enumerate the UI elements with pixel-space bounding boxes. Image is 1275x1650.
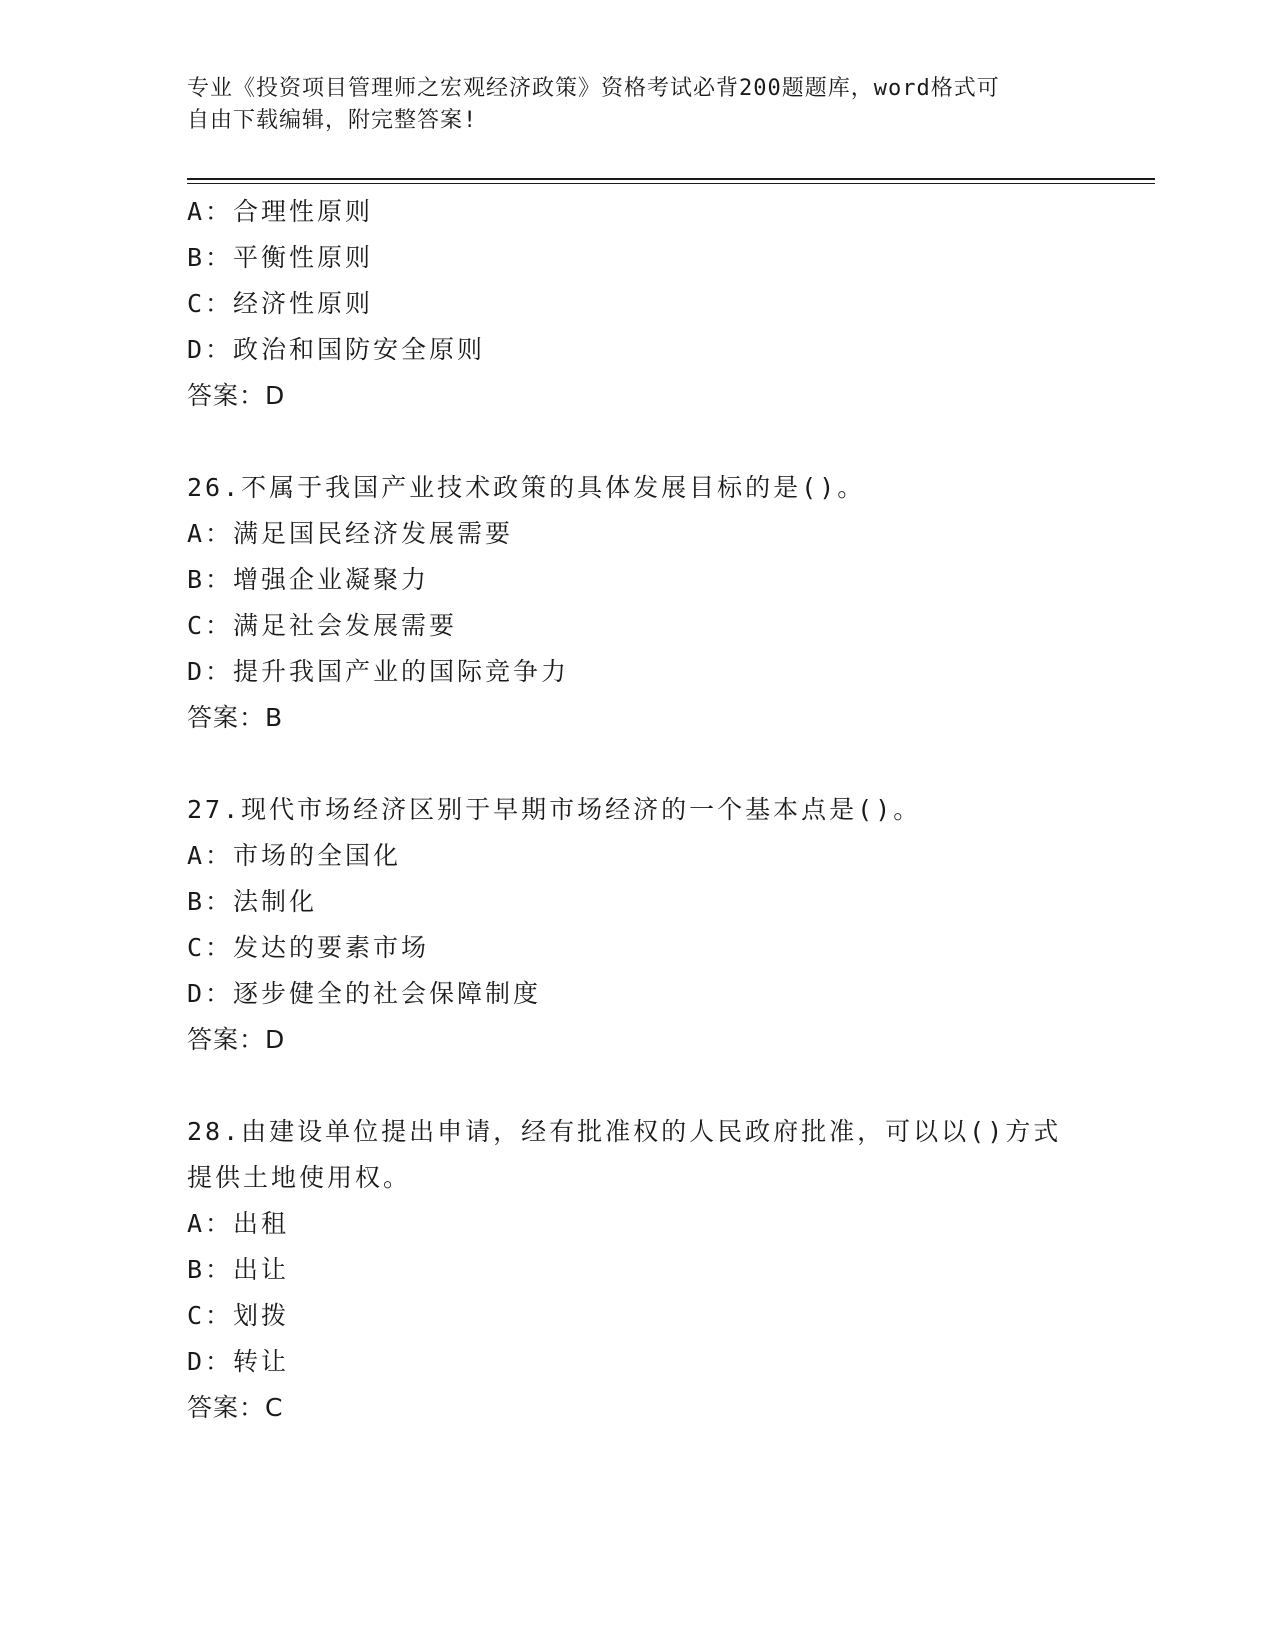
header-divider-thin	[187, 183, 1155, 184]
q26-option-d: D：提升我国产业的国际竞争力	[187, 657, 570, 686]
question-27-block	[187, 787, 1087, 1063]
q27-option-b: B：法制化	[187, 887, 318, 916]
document-header	[187, 73, 1077, 137]
question-list	[187, 189, 1087, 1431]
q27-stem: 27.现代市场经济区别于早期市场经济的一个基本点是()。	[187, 795, 922, 824]
header-divider-thick	[187, 178, 1155, 180]
q26-answer: 答案：B	[187, 703, 284, 732]
q28-option-a: A：出租	[187, 1209, 290, 1238]
q28-answer: 答案：C	[187, 1393, 284, 1422]
q25-option-b: B：平衡性原则	[187, 243, 374, 272]
q26-stem: 26.不属于我国产业技术政策的具体发展目标的是()。	[187, 473, 866, 502]
q25-option-a: A：合理性原则	[187, 197, 374, 226]
q25-answer: 答案：D	[187, 381, 286, 410]
q25-option-d: D：政治和国防安全原则	[187, 335, 486, 364]
q28-stem-line-1: 28.由建设单位提出申请，经有批准权的人民政府批准，可以以()方式	[187, 1117, 1062, 1146]
q28-option-d: D：转让	[187, 1347, 290, 1376]
q28-option-c: C：划拨	[187, 1301, 290, 1330]
q27-option-a: A：市场的全国化	[187, 841, 402, 870]
q26-option-c: C：满足社会发展需要	[187, 611, 458, 640]
q26-option-b: B：增强企业凝聚力	[187, 565, 430, 594]
header-line-1: 专业《投资项目管理师之宏观经济政策》资格考试必背200题题库，word格式可	[187, 76, 1000, 101]
spacer	[187, 419, 1087, 465]
question-26-block	[187, 465, 1087, 741]
question-28-block	[187, 1109, 1087, 1431]
q27-option-d: D：逐步健全的社会保障制度	[187, 979, 542, 1008]
q28-stem-line-2: 提供土地使用权。	[187, 1163, 412, 1192]
question-25-block	[187, 189, 1087, 419]
spacer	[187, 1063, 1087, 1109]
spacer	[187, 741, 1087, 787]
header-line-2: 自由下载编辑，附完整答案!	[187, 108, 478, 133]
q27-option-c: C：发达的要素市场	[187, 933, 430, 962]
q27-answer: 答案：D	[187, 1025, 286, 1054]
q26-option-a: A：满足国民经济发展需要	[187, 519, 514, 548]
q25-option-c: C：经济性原则	[187, 289, 374, 318]
q28-option-b: B：出让	[187, 1255, 290, 1284]
